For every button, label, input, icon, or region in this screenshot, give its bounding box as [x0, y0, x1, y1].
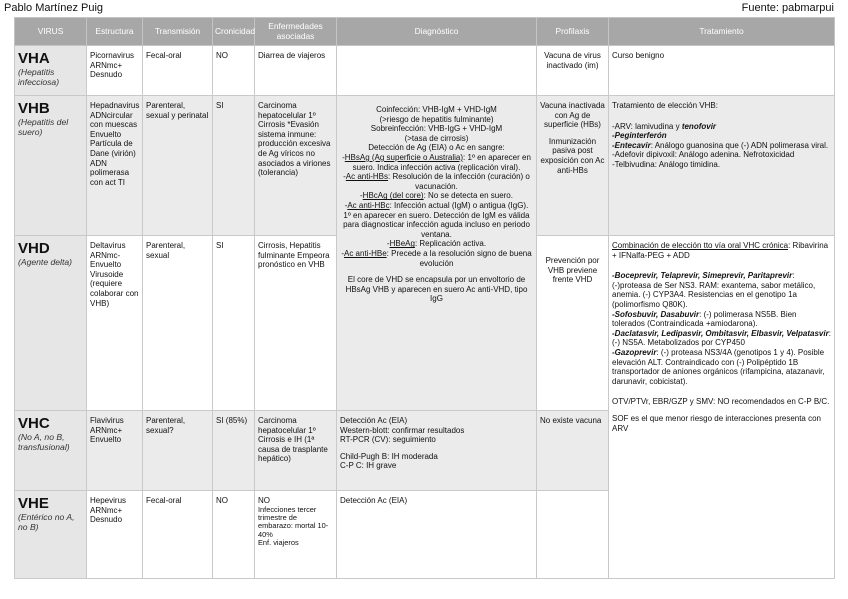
diag-child-pugh-c: C-P C: IH grave [340, 461, 397, 471]
col-diagnostico: Diagnóstico [337, 18, 537, 46]
tratamiento-cell [609, 96, 835, 236]
diag-hbcag-label: HBcAg (del core) [362, 191, 424, 201]
trat-peginterferon: -Peginterferón [612, 131, 667, 141]
row-vha [15, 46, 835, 96]
estructura-cell: Flavivirus ARNmc+ Envuelto [87, 411, 143, 491]
cronicidad-cell: SI [213, 96, 255, 236]
trat-daclatasvir [612, 329, 831, 348]
virus-name: VHB [18, 100, 50, 117]
transmision-cell: Parenteral, sexual y perinatal [143, 96, 213, 236]
tratamiento-cell: Curso benigno [609, 46, 835, 96]
virus-cell [15, 46, 87, 96]
diag-rtpcr: RT-PCR (CV): seguimiento [340, 435, 436, 445]
trat-gazoprevir-text: : (-) proteasa NS3/4A (genotipos 1 y 4). Posible elevación ALT. Contraindicado con (-) Polipéptido 1B transportador de aniones orgánicos (rifampicina, atazanavir, darunavir, cobicistat). [612, 347, 825, 386]
diag-hbeag-label: HBeAg [389, 239, 415, 249]
diag-anti-hbc-text: : Infección actual (IgM) o antigua (IgG). 1º en aparecer en suero. Detección de IgM es válida para diagnosticar infección aguda incluso en periodo ventana. [343, 200, 530, 239]
spacer [540, 130, 605, 137]
author-label: Pablo Martínez Puig [4, 2, 104, 14]
profilaxis-cell [537, 96, 609, 236]
enf-embarazo: Infecciones tercer trimestre de embarazo: mortal 10-40% [258, 504, 329, 539]
col-cronicidad: Cronicidad [213, 18, 255, 46]
trat-tenofovir: tenofovir [681, 121, 717, 131]
diagnostico-cell: Detección Ac (EIA) [337, 491, 537, 579]
virus-subtitle: (No A, no B, transfusional) [18, 432, 70, 452]
enfermedades-cell [255, 491, 337, 579]
virus-subtitle: (Hepatitis infecciosa) [18, 67, 60, 87]
diag-child-pugh-b: Child-Pugh B: IH moderada [340, 451, 438, 461]
spacer [612, 111, 831, 122]
virus-name: VHC [18, 415, 50, 432]
diag-anti-hbe: -Ac anti-HBe: Precede a la resolución signo de buena evolución [341, 248, 532, 268]
virus-name: VHD [18, 240, 50, 257]
trat-title: Tratamiento de elección VHB: [612, 101, 718, 110]
transmision-cell: Parenteral, sexual? [143, 411, 213, 491]
trat-adefovir: -Adefovir dipivoxil: Análogo adenina. Nefrotoxicidad [612, 150, 795, 160]
col-virus: VIRUS [15, 18, 87, 46]
diagnostico-cell [337, 96, 537, 411]
trat-sofosbuvir-text: : (-) polimerasa NS5B. Bien tolerados (Contraindicada +amiodarona). [612, 309, 797, 329]
trat-telbivudina: -Telbivudina: Análogo timidina. [612, 159, 721, 169]
enfermedades-cell: Carcinoma hepatocelular 1º Cirrosis e IH (1ª causa de trasplante hepático) [255, 411, 337, 491]
diag-anti-hbe-label: Ac anti-HBe [343, 248, 387, 258]
virus-name: VHE [18, 495, 49, 512]
hepatitis-table [14, 17, 835, 579]
trat-entecavir-text: : Análogo guanosina que (-) ADN polimerasa viral. [650, 140, 829, 150]
trat-entecavir [612, 141, 831, 151]
enfermedades-cell: Cirrosis, Hepatitis fulminante Empeora pronóstico en VHB [255, 236, 337, 411]
diag-anti-hbc: -Ac anti-HBc: Infección actual (IgM) o antigua (IgG). 1º en aparecer en suero. Detección de IgM es válida para diagnosticar infección aguda incluso en periodo ventana. [343, 200, 530, 239]
spacer [612, 260, 831, 271]
profilaxis-cell: Vacuna de virus inactivado (im) [537, 46, 609, 96]
diag-hbsag-text: : 1º en aparecer en suero. Indica infección activa (replicación viral). [352, 152, 531, 172]
trat-boceprevir-label: -Boceprevir, Telaprevir, Simeprevir, Paritaprevir [612, 271, 793, 281]
diag-anti-hbs: -Ac anti-HBs: Resolución de la infección (curación) o vacunación. [343, 172, 530, 191]
estructura-cell: Hepevirus ARNmc+ Desnudo [87, 491, 143, 579]
diag-hbcag: -HBcAg (del core): No se detecta en suero. [360, 191, 513, 201]
estructura-cell: Hepadnavirus ADNcircular con muescas Envuelto Partícula de Dane (virión) ADN polimerasa con act TI [87, 96, 143, 236]
diag-sobreinfeccion: Sobreinfección: VHB-IgG + VHD-IgM [370, 124, 503, 134]
trat-arv-text: -ARV: lamivudina y [612, 121, 682, 131]
virus-subtitle: (Hepatitis del suero) [18, 117, 69, 137]
profilaxis-cell: Prevención por VHB previene frente VHD [537, 236, 609, 411]
spacer [612, 386, 831, 397]
cronicidad-cell: SI (85%) [213, 411, 255, 491]
profilaxis-vacuna: Vacuna inactivada con Ag de superficie (HBs) [540, 101, 605, 130]
header-row [15, 18, 835, 46]
trat-sofosbuvir-label: -Sofosbuvir, Dasabuvir [612, 309, 700, 319]
transmision-cell: Fecal-oral [143, 46, 213, 96]
spacer [340, 268, 533, 275]
virus-cell [15, 236, 87, 411]
trat-gazoprevir [612, 348, 831, 386]
diag-hbsag: -HBsAg (Ag superficie o Australia): 1º en aparecer en suero. Indica infección activa (replicación viral). [342, 152, 531, 172]
enfermedades-cell: Carcinoma hepatocelular 1º Cirrosis *Evasión sistema inmune: producción excesiva de Ag víricos no asociados a viriones (tolerancia) [255, 96, 337, 236]
diag-ac: Detección Ac (EIA) [340, 416, 408, 425]
diag-sobreinfeccion-note: (>tasa de cirrosis) [404, 133, 469, 143]
diag-hbsag-label: HBsAg (Ag superficie o Australia) [344, 152, 464, 162]
transmision-cell: Fecal-oral [143, 491, 213, 579]
row-vhb [15, 96, 835, 236]
virus-cell [15, 491, 87, 579]
diag-hbeag: -HBeAg: Replicación activa. [386, 239, 487, 249]
enf-no: NO [258, 496, 270, 505]
trat-daclatasvir-text: : (-) NS5A. Metabolizados por CYP450 [612, 328, 831, 348]
diag-anti-hbs-text: : Resolución de la infección (curación) o vacunación. [388, 172, 530, 191]
trat-boceprevir [612, 271, 831, 309]
trat-combinacion-text: : Ribavirina + IFNalfa-PEG + ADD [612, 241, 829, 260]
spacer [612, 407, 831, 414]
diag-anti-hbc-label: Ac anti-HBc [347, 200, 390, 210]
profilaxis-cell [537, 491, 609, 579]
trat-combinacion [612, 241, 831, 260]
estructura-cell: Picornavirus ARNmc+ Desnudo [87, 46, 143, 96]
enf-viajeros: Enf. viajeros [258, 538, 299, 548]
diag-coinfeccion: Coinfección: VHB-IgM + VHD-IgM [376, 105, 497, 114]
col-estructura: Estructura [87, 18, 143, 46]
diag-coinfeccion-note: (>riesgo de hepatitis fulminante) [379, 114, 494, 124]
source-label: Fuente: pabmarpui [741, 2, 834, 14]
transmision-cell: Parenteral, sexual [143, 236, 213, 411]
profilaxis-pasiva: Inmunización pasiva post exposición con Ac anti-HBs [540, 136, 605, 175]
trat-gazoprevir-label: -Gazoprevir [612, 347, 657, 357]
enfermedades-cell: Diarrea de viajeros [255, 46, 337, 96]
virus-subtitle: (Entérico no A, no B) [18, 512, 75, 532]
col-profilaxis: Profilaxis [537, 18, 609, 46]
diagnostico-cell [337, 46, 537, 96]
diag-vhd-core: El core de VHD se encapsula por un envoltorio de HBsAg VHB y aparecen en suero Ac anti-VHD, tipo IgG [345, 275, 528, 304]
cronicidad-cell: NO [213, 46, 255, 96]
trat-sofosbuvir [612, 310, 831, 329]
diag-anti-hbs-label: Ac anti-HBs [345, 172, 389, 182]
diag-anti-hbe-text: : Precede a la resolución signo de buena evolución [386, 248, 532, 268]
diag-hbcag-text: : No se detecta en suero. [423, 191, 513, 201]
virus-subtitle: (Agente delta) [18, 257, 72, 267]
diag-western: Western-blott: confirmar resultados [340, 425, 465, 435]
trat-entecavir-label: -Entecavir [612, 140, 651, 150]
diag-hbeag-text: : Replicación activa. [414, 239, 487, 249]
cronicidad-cell: SI [213, 236, 255, 411]
diagnostico-cell [337, 411, 537, 491]
virus-cell [15, 96, 87, 236]
trat-arv [612, 122, 831, 132]
trat-daclatasvir-label: -Daclatasvir, Ledipasvir, Ombitasvir, Elbasvir, Velpatasvir [612, 328, 829, 338]
trat-otv: OTV/PTVr, EBR/GZP y SMV: NO recomendados en C-P B/C. [612, 397, 830, 407]
trat-combinacion-label: Combinación de elección tto vía oral VHC crónica [612, 241, 789, 250]
estructura-cell: Deltavirus ARNmc- Envuelto Virusoide (requiere colaborar con VHB) [87, 236, 143, 411]
spacer [340, 445, 533, 452]
col-transmision: Transmisión [143, 18, 213, 46]
col-enfermedades: Enfermedades asociadas [255, 18, 337, 46]
cronicidad-cell: NO [213, 491, 255, 579]
trat-sof: SOF es el que menor riesgo de interacciones presenta con ARV [612, 413, 822, 433]
tratamiento-cell [609, 236, 835, 579]
trat-boceprevir-text: : (-)proteasa de Ser NS3. RAM: exantema, sabor metálico, anemia. (-) CYP3A4. Resistencias en el genotipo 1a (polimorfismo Q80K). [612, 271, 816, 309]
virus-cell [15, 411, 87, 491]
profilaxis-cell: No existe vacuna [537, 411, 609, 491]
col-tratamiento: Tratamiento [609, 18, 835, 46]
virus-name: VHA [18, 50, 50, 67]
diag-deteccion: Detección de Ag (EIA) o Ac en sangre: [368, 143, 505, 153]
